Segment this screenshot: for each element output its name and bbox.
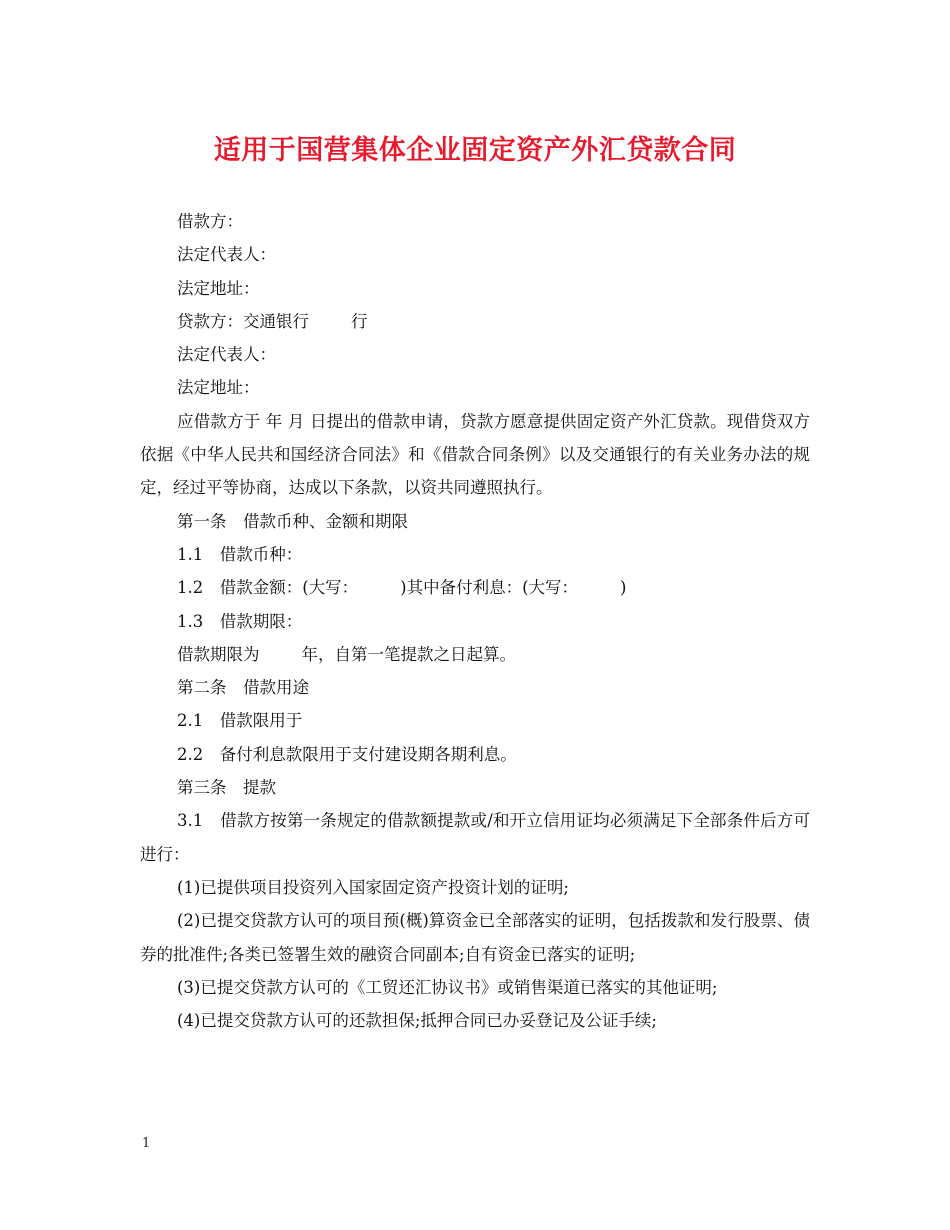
document-title: 适用于国营集体企业固定资产外汇贷款合同 [213, 135, 737, 166]
lender-addr-line: 法定地址： [177, 378, 260, 398]
clause-2-1: 2.1 借款限用于 [177, 711, 303, 731]
intro-paragraph: 应借款方于 年 月 日提出的借款申请，贷款方愿意提供固定资产外汇贷款。现借贷双方依据《中华人民共和国经济合同法》和《借款合同条例》以及交通银行的有关业务办法的规定，经过平等协商，达成以下条款，以资共同遵照执行。 [140, 411, 810, 498]
page-number: 1 [142, 1136, 151, 1151]
borrower-rep-line: 法定代表人： [177, 245, 276, 265]
clause-1-2: 1.2 借款金额：(大写： )其中备付利息：(大写： ) [177, 578, 627, 598]
lender-rep-line: 法定代表人： [177, 345, 276, 365]
condition-1: (1)已提供项目投资列入国家固定资产投资计划的证明; [177, 877, 569, 897]
condition-3: (3)已提交贷款方认可的《工贸还汇协议书》或销售渠道已落实的其他证明; [177, 977, 718, 997]
clause-2-2: 2.2 备付利息款限用于支付建设期各期利息。 [177, 744, 517, 764]
condition-4: (4)已提交贷款方认可的还款担保;抵押合同已办妥登记及公证手续; [177, 1011, 657, 1031]
article-1-heading: 第一条 借款币种、金额和期限 [177, 511, 408, 531]
clause-3-1: 3.1 借款方按第一条规定的借款额提款或/和开立信用证均必须满足下全部条件后方可进行： [140, 811, 810, 864]
borrower-line: 借款方： [177, 212, 243, 231]
lender-line: 贷款方：交通银行 行 [177, 311, 368, 331]
article-2-heading: 第二条 借款用途 [177, 678, 309, 698]
article-3-heading: 第三条 提款 [177, 778, 276, 798]
borrower-addr-line: 法定地址： [177, 278, 260, 298]
condition-2: (2)已提交贷款方认可的项目预(概)算资金已全部落实的证明，包括拨款和发行股票、债券的批准件;各类已签署生效的融资合同副本;自有资金已落实的证明; [140, 911, 810, 964]
document-body [140, 205, 810, 1037]
clause-1-3: 1.3 借款期限： [177, 611, 303, 631]
clause-1-1: 1.1 借款币种： [177, 544, 303, 564]
loan-term-line: 借款期限为 年，自第一笔提款之日起算。 [177, 644, 516, 664]
